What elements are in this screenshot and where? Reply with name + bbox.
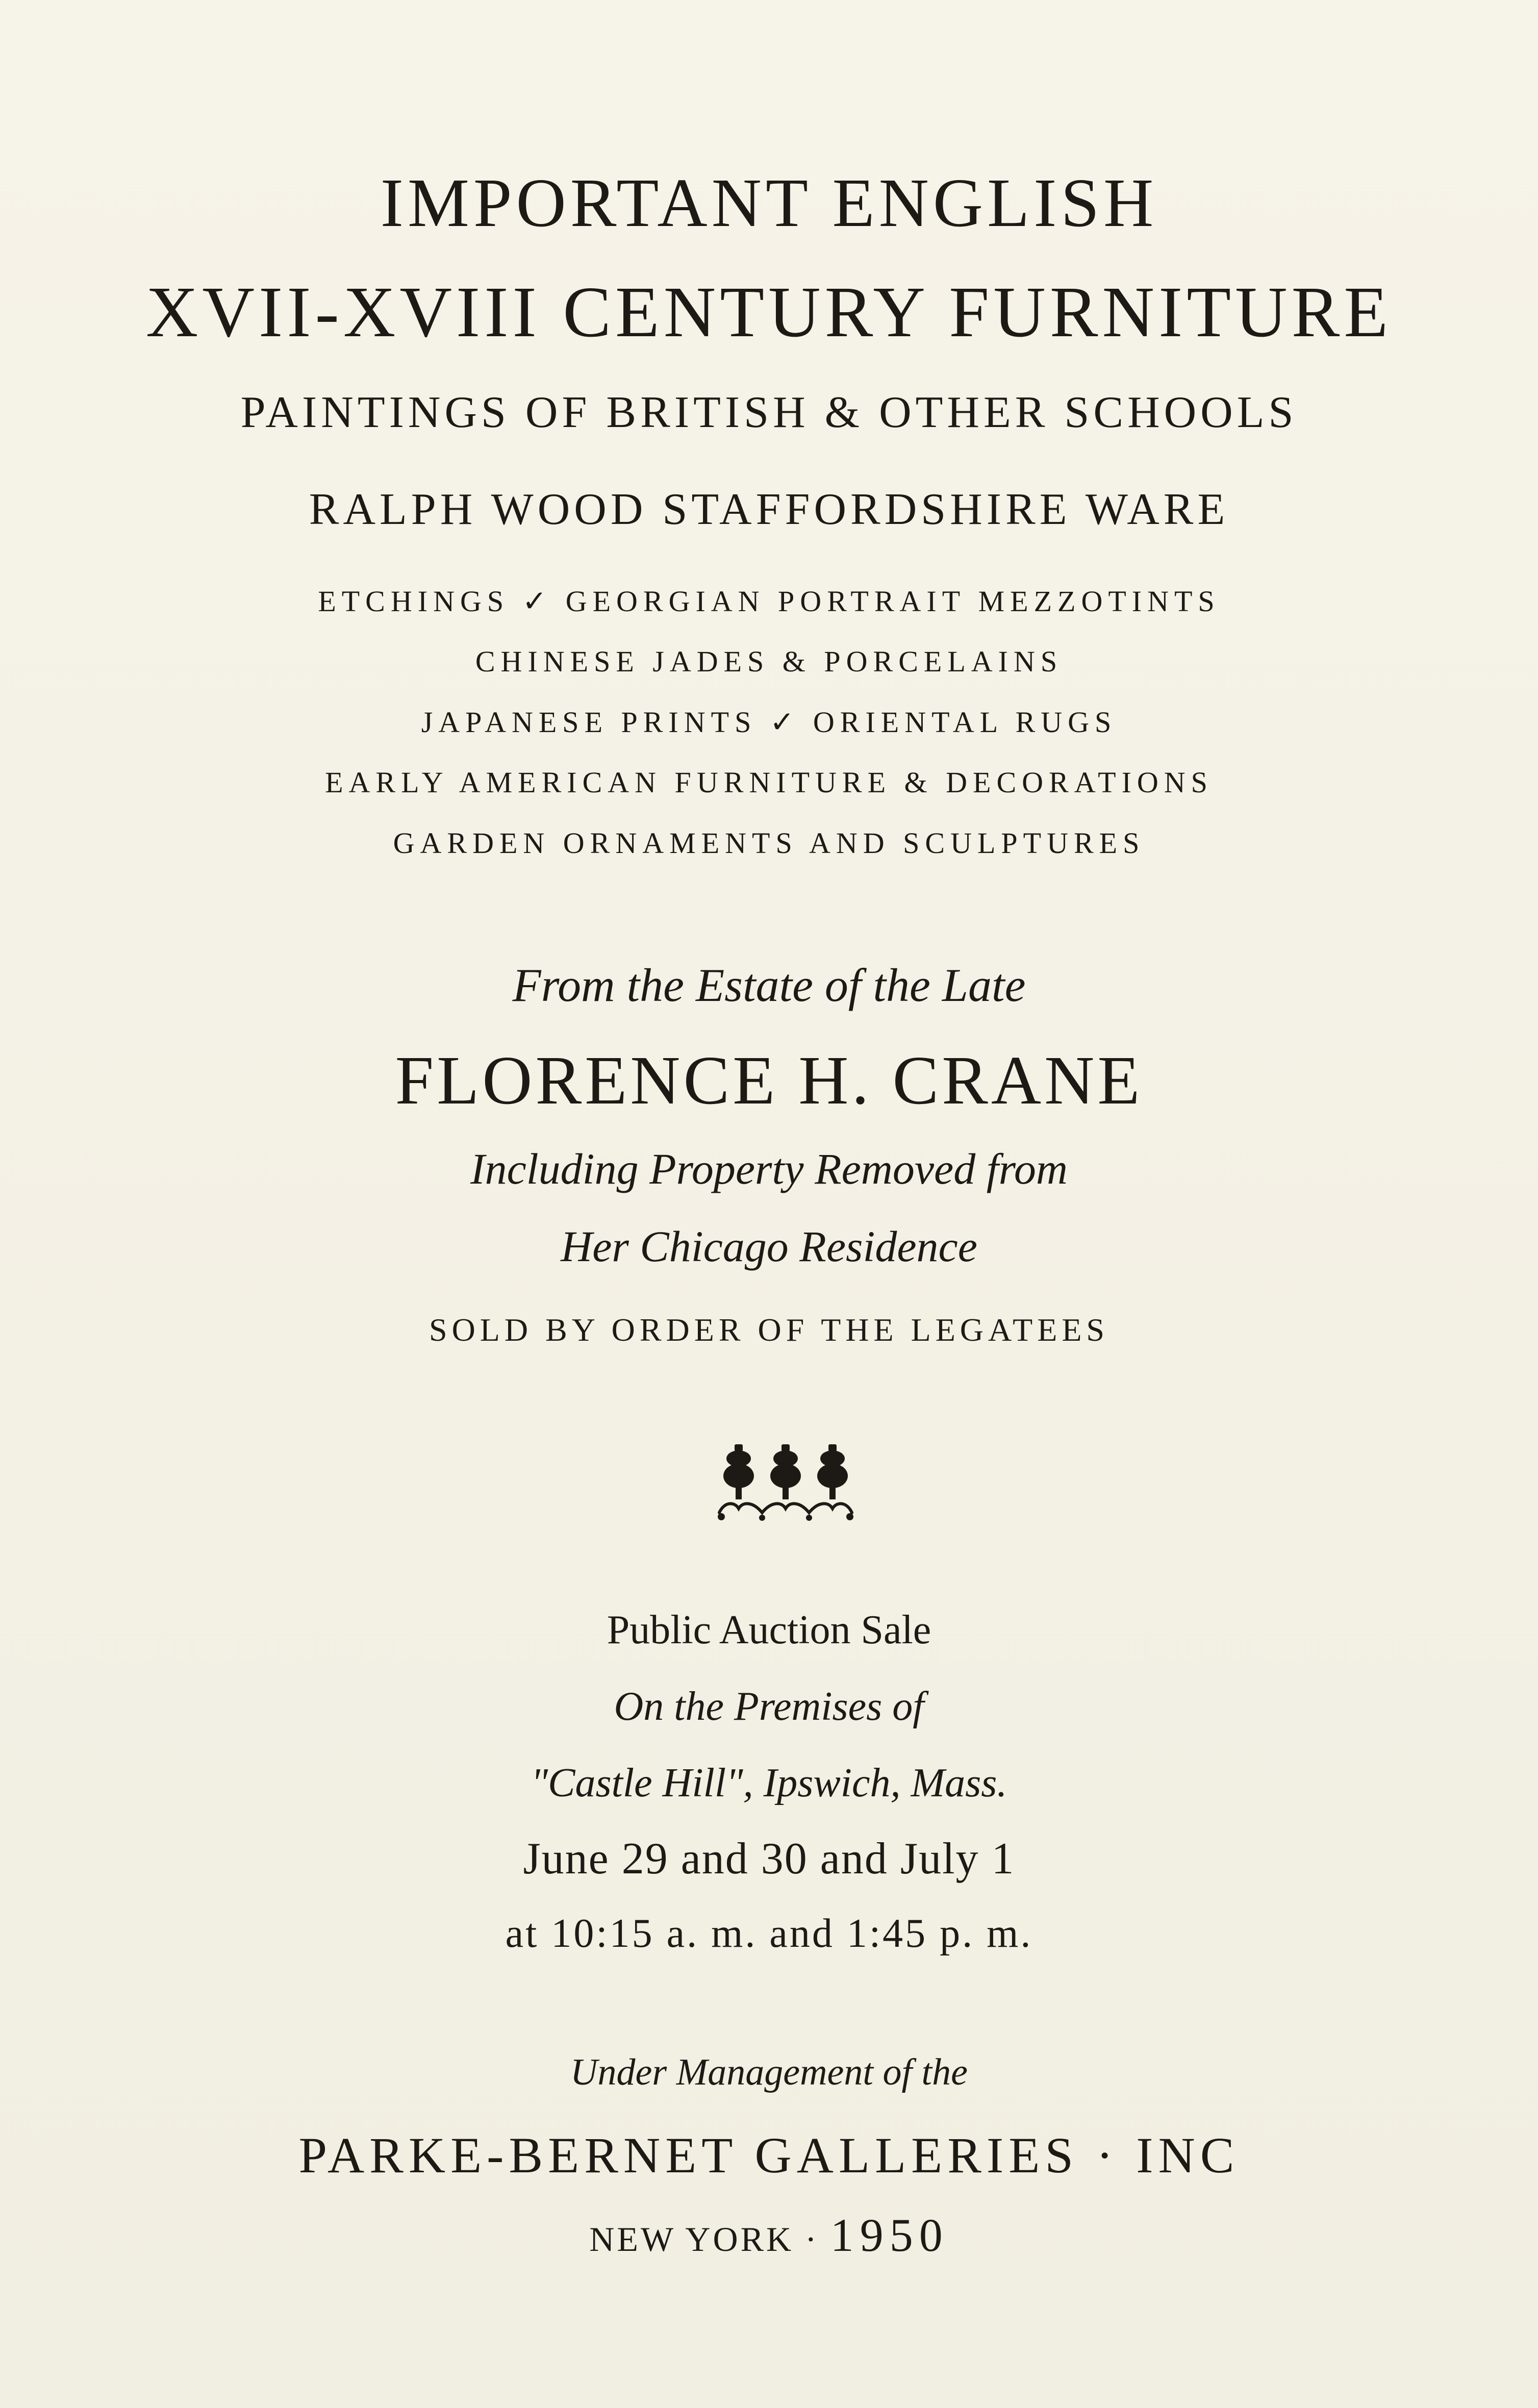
title-line-1: IMPORTANT ENGLISH: [380, 165, 1158, 241]
estate-including-line-1: Including Property Removed from: [470, 1144, 1068, 1193]
sale-on-premises: On the Premises of: [614, 1684, 924, 1729]
sale-location: "Castle Hill", Ipswich, Mass.: [531, 1761, 1007, 1805]
category-line: GARDEN ORNAMENTS AND SCULPTURES: [393, 826, 1145, 860]
sale-dates: June 29 and 30 and July 1: [523, 1834, 1015, 1884]
category-line: ETCHINGS ✓ GEORGIAN PORTRAIT MEZZOTINTS: [318, 585, 1220, 618]
category-line: JAPANESE PRINTS ✓ ORIENTAL RUGS: [421, 706, 1117, 739]
management-intro: Under Management of the: [570, 2051, 968, 2093]
category-line: CHINESE JADES & PORCELAINS: [475, 645, 1063, 678]
estate-including-line-2: Her Chicago Residence: [561, 1222, 977, 1271]
estate-intro: From the Estate of the Late: [512, 959, 1026, 1011]
imprint-line: [0, 2209, 1538, 2261]
gallery-name: PARKE-BERNET GALLERIES · INC: [298, 2127, 1240, 2184]
sold-by-order: SOLD BY ORDER OF THE LEGATEES: [428, 1312, 1110, 1348]
subtitle-paintings: PAINTINGS OF BRITISH & OTHER SCHOOLS: [240, 388, 1298, 437]
title-line-2: XVII-XVIII CENTURY FURNITURE: [145, 271, 1393, 352]
three-acorn-ornament-icon: [714, 1441, 857, 1528]
category-line: EARLY AMERICAN FURNITURE & DECORATIONS: [325, 766, 1213, 799]
estate-name: FLORENCE H. CRANE: [395, 1042, 1143, 1119]
imprint-year: 1950: [830, 2209, 949, 2261]
sale-public-auction: Public Auction Sale: [607, 1608, 931, 1652]
imprint-city: NEW YORK ·: [589, 2220, 819, 2259]
subtitle-staffordshire: RALPH WOOD STAFFORDSHIRE WARE: [309, 485, 1229, 534]
sale-times: at 10:15 a. m. and 1:45 p. m.: [505, 1911, 1033, 1956]
